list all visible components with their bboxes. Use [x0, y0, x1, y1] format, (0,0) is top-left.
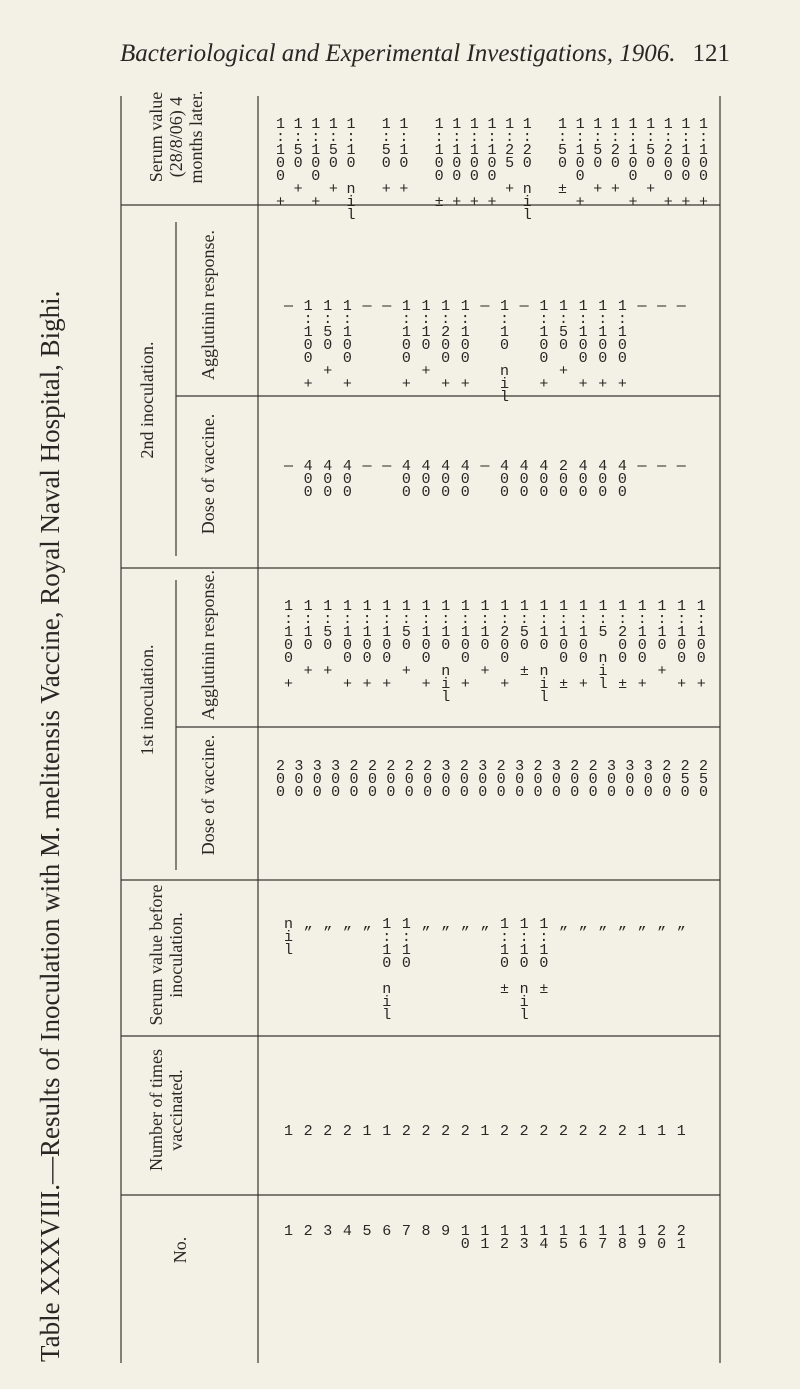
agg-1-entry: 1 : 1 0 0 +	[677, 598, 687, 693]
serum-before-entry: „	[362, 916, 372, 933]
times-vaccinated-entry: 2	[441, 1123, 451, 1140]
numbers-entry: 1 0	[460, 1223, 470, 1253]
agg-1-entry: 1 : 2 0 0 ±	[618, 598, 628, 693]
agg-2-entry: —	[382, 298, 392, 315]
serum-before-entry: „	[303, 916, 313, 933]
numbers-entry: 2	[303, 1223, 313, 1240]
serum-later-entry: 1 : 1 0 0 +	[681, 116, 691, 211]
agg-1-entry: 1 : 5 0 +	[323, 598, 333, 680]
agg-1-entry: 1 : 1 0 n i l	[539, 598, 549, 706]
times-vaccinated-entry: 1	[657, 1123, 667, 1140]
times-vaccinated-entry: 2	[500, 1123, 510, 1140]
numbers-entry: 1 8	[617, 1223, 627, 1253]
heading-1st-inoculation	[137, 600, 157, 800]
heading-2nd-inoculation-text: 2nd inoculation.	[137, 341, 157, 459]
dose-1-entry: 2 0 0	[533, 758, 543, 801]
agg-1-entry: 1 : 1 0 0 +	[382, 598, 392, 693]
agg-1-entry: 1 : 1 0 0 +	[637, 598, 647, 693]
agg-2-entry: 1 : 1 0 n i l	[500, 298, 510, 406]
dose-1-entry: 2 5 0	[680, 758, 690, 801]
dose-1-entry: 3 0 0	[331, 758, 341, 801]
dose-1-entry: 3 0 0	[294, 758, 304, 801]
dose-2-entry: 4 0 0	[519, 458, 529, 501]
dose-1-entry: 2 0 0	[423, 758, 433, 801]
dose-1-entry: 3 0 0	[551, 758, 561, 801]
row-times-vaccinated	[280, 1125, 690, 1138]
times-vaccinated-entry: 2	[323, 1123, 333, 1140]
times-vaccinated-entry: 1	[362, 1123, 372, 1140]
agg-2-entry: —	[362, 298, 372, 315]
heading-dose-2-text: Dose of vaccine.	[198, 413, 218, 535]
agg-2-entry: 1 : 5 0 +	[323, 298, 333, 380]
numbers-entry: 1 1	[480, 1223, 490, 1253]
agg-1-entry: 1 : 2 0 0 +	[500, 598, 510, 693]
dose-1-entry: 2 0 0	[386, 758, 396, 801]
dose-1-entry: 2 0 0	[349, 758, 359, 801]
agg-1-entry: 1 : 5 0 ±	[519, 598, 529, 680]
times-vaccinated-entry: 1	[676, 1123, 686, 1140]
serum-before-entry: „	[578, 916, 588, 933]
times-vaccinated-entry: 2	[460, 1123, 470, 1140]
row-dose-2	[280, 460, 690, 499]
heading-agglutinin-2	[198, 220, 218, 390]
row-agglutinin-1	[280, 600, 710, 704]
dose-1-entry: 3 0 0	[607, 758, 617, 801]
times-vaccinated-entry: 2	[519, 1123, 529, 1140]
serum-later-entry: 1 : 5 0 +	[328, 116, 338, 198]
serum-before-entry: „	[342, 916, 352, 933]
serum-before-entry: „	[637, 916, 647, 933]
dose-1-entry: 3 0 0	[312, 758, 322, 801]
serum-later-entry: 1 : 2 0 +	[610, 116, 620, 198]
dose-1-entry: 2 0 0	[275, 758, 285, 801]
times-vaccinated-entry: 2	[342, 1123, 352, 1140]
serum-before-entry: 1 : 1 0 n i l	[382, 916, 392, 1024]
serum-before-entry: „	[460, 916, 470, 933]
dose-2-entry: 4 0 0	[441, 458, 451, 501]
dose-2-entry: 4 0 0	[342, 458, 352, 501]
heading-serum-before	[146, 880, 186, 1030]
serum-later-entry: 1 : 1 0 0 +	[452, 116, 462, 211]
row-serum-later	[272, 118, 712, 222]
dose-1-entry: 2 0 0	[496, 758, 506, 801]
agg-2-entry: —	[283, 298, 293, 315]
agg-2-entry: 1 : 1 0 +	[421, 298, 431, 380]
agg-2-entry: 1 : 1 0 0 +	[598, 298, 608, 393]
dose-2-entry: 4 0 0	[303, 458, 313, 501]
heading-agglutinin-1	[198, 570, 218, 720]
agg-2-entry: —	[676, 298, 686, 315]
numbers-entry: 1 7	[598, 1223, 608, 1253]
agg-2-entry: 1 : 1 0 0 +	[303, 298, 313, 393]
times-vaccinated-entry: 1	[480, 1123, 490, 1140]
serum-before-entry: n i l	[283, 916, 293, 959]
serum-before-entry: „	[676, 916, 686, 933]
dose-1-entry: 3 0 0	[478, 758, 488, 801]
page-number: 121	[692, 40, 730, 67]
heading-serum-before-text: Serum value before inoculation.	[146, 884, 186, 1026]
heading-1st-inoculation-text: 1st inoculation.	[137, 644, 157, 756]
numbers-entry: 2 0	[657, 1223, 667, 1253]
serum-before-entry: 1 : 1 0 n i l	[519, 916, 529, 1024]
heading-times-vaccinated-text: Number of times vaccinated.	[146, 1049, 186, 1171]
numbers-entry: 5	[362, 1223, 372, 1240]
dose-1-entry: 3 0 0	[625, 758, 635, 801]
serum-later-entry: 1 : 2 0 n i l	[522, 116, 532, 224]
agg-1-entry: 1 : 1 0 +	[480, 598, 490, 680]
serum-before-entry: 1 : 1 0	[401, 916, 411, 972]
dose-1-entry: 2 0 0	[459, 758, 469, 801]
agg-2-entry: —	[519, 298, 529, 315]
heading-agglutinin-1-text: Agglutinin response.	[198, 570, 218, 720]
heading-serum-later-text: Serum value (28/8/06) 4 months later.	[146, 90, 206, 184]
serum-later-entry: 1 : 5 0 ±	[557, 116, 567, 198]
numbers-entry: 1 4	[539, 1223, 549, 1253]
serum-later-entry: 1 : 5 0 +	[646, 116, 656, 198]
heading-serum-later	[146, 78, 206, 196]
times-vaccinated-entry: 2	[421, 1123, 431, 1140]
table-caption: Table XXXVIII.—Results of Inoculation with M. melitensis Vaccine, Royal Naval Hospital, Bighi.	[35, 290, 65, 1362]
heading-agglutinin-2-text: Agglutinin response.	[198, 230, 218, 380]
dose-1-entry: 2 5 0	[698, 758, 708, 801]
numbers-entry: 1	[283, 1223, 293, 1240]
serum-later-entry: 1 : 1 0 +	[399, 116, 409, 198]
times-vaccinated-entry: 2	[558, 1123, 568, 1140]
serum-later-entry: 1 : 2 5 +	[505, 116, 515, 198]
numbers-entry: 6	[382, 1223, 392, 1240]
agg-1-entry: 1 : 1 0 n i l	[441, 598, 451, 706]
agg-1-entry: 1 : 1 0 0 +	[362, 598, 372, 693]
dose-2-entry: —	[480, 458, 490, 475]
serum-later-entry	[360, 118, 377, 222]
dose-2-entry: 4 0 0	[617, 458, 627, 501]
row-agglutinin-2	[280, 300, 690, 404]
serum-before-entry: 1 : 1 0 ±	[500, 916, 510, 998]
times-vaccinated-entry: 2	[598, 1123, 608, 1140]
agg-2-entry: 1 : 1 0 0 +	[401, 298, 411, 393]
dose-2-entry: 4 0 0	[401, 458, 411, 501]
serum-before-entry: „	[441, 916, 451, 933]
agg-2-entry: —	[637, 298, 647, 315]
heading-dose-1	[198, 720, 218, 870]
numbers-entry: 8	[421, 1223, 431, 1240]
agg-2-entry: 1 : 2 0 0 +	[441, 298, 451, 393]
serum-later-entry: 1 : 1 0 0 +	[275, 116, 285, 211]
dose-2-entry: 2 0 0	[558, 458, 568, 501]
agg-1-entry: 1 : 1 0 0 +	[421, 598, 431, 693]
dose-1-entry: 2 0 0	[588, 758, 598, 801]
running-title: Bacteriological and Experimental Investigations, 1906.	[120, 40, 676, 67]
agg-2-entry: 1 : 1 0 0 +	[539, 298, 549, 393]
agg-1-entry: 1 : 1 0 0 ±	[559, 598, 569, 693]
agg-2-entry: 1 : 1 0 0 +	[460, 298, 470, 393]
agg-1-entry: 1 : 1 0 +	[303, 598, 313, 680]
agg-1-entry: 1 : 1 0 0 +	[283, 598, 293, 693]
dose-2-entry: 4 0 0	[421, 458, 431, 501]
agg-1-entry: 1 : 1 0 0 +	[578, 598, 588, 693]
serum-before-entry: „	[323, 916, 333, 933]
agg-1-entry: 1 : 5 0 +	[401, 598, 411, 680]
agg-2-entry: —	[480, 298, 490, 315]
dose-1-entry: 2 0 0	[570, 758, 580, 801]
heading-dose-1-text: Dose of vaccine.	[198, 734, 218, 856]
serum-later-entry: 1 : 1 0 0 +	[487, 116, 497, 211]
serum-later-entry: 1 : 1 0 0 +	[469, 116, 479, 211]
dose-2-entry: 4 0 0	[500, 458, 510, 501]
serum-before-entry: „	[598, 916, 608, 933]
dose-2-entry: —	[362, 458, 372, 475]
serum-before-entry: „	[421, 916, 431, 933]
heading-number	[170, 1200, 190, 1300]
serum-before-entry: „	[480, 916, 490, 933]
heading-times-vaccinated	[146, 1030, 186, 1190]
numbers-entry: 1 5	[558, 1223, 568, 1253]
row-dose-1	[272, 760, 712, 799]
serum-later-entry: 1 : 1 0 0 +	[628, 116, 638, 211]
dose-2-entry: —	[283, 458, 293, 475]
dose-2-entry: 4 0 0	[578, 458, 588, 501]
numbers-entry: 1 3	[519, 1223, 529, 1253]
times-vaccinated-entry: 2	[539, 1123, 549, 1140]
times-vaccinated-entry: 1	[637, 1123, 647, 1140]
dose-1-entry: 2 0 0	[662, 758, 672, 801]
times-vaccinated-entry: 2	[617, 1123, 627, 1140]
agg-2-entry: 1 : 5 0 +	[558, 298, 568, 380]
dose-1-entry: 3 0 0	[515, 758, 525, 801]
serum-later-entry: 1 : 1 0 0 +	[698, 116, 708, 211]
dose-1-entry: 2 0 0	[367, 758, 377, 801]
serum-before-entry: 1 : 1 0 ±	[539, 916, 549, 998]
heading-2nd-inoculation	[137, 310, 157, 490]
agg-1-entry: 1 : 1 0 0 +	[460, 598, 470, 693]
serum-later-entry: 1 : 5 0 +	[381, 116, 391, 198]
times-vaccinated-entry: 2	[578, 1123, 588, 1140]
agg-2-entry: 1 : 1 0 0 +	[578, 298, 588, 393]
serum-later-entry	[536, 118, 553, 222]
times-vaccinated-entry: 2	[303, 1123, 313, 1140]
dose-2-entry: 4 0 0	[460, 458, 470, 501]
serum-before-entry: „	[657, 916, 667, 933]
serum-later-entry: 1 : 1 0 0 ±	[434, 116, 444, 211]
row-numbers	[280, 1225, 690, 1251]
dose-2-entry: —	[676, 458, 686, 475]
heading-dose-2	[198, 394, 218, 554]
serum-before-entry: „	[558, 916, 568, 933]
agg-1-entry: 1 : 5 n i l	[598, 598, 608, 693]
serum-later-entry: 1 : 2 0 0 +	[663, 116, 673, 211]
serum-before-entry: „	[617, 916, 627, 933]
serum-later-entry: 1 : 5 0 +	[293, 116, 303, 198]
agg-2-entry: 1 : 1 0 0 +	[342, 298, 352, 393]
dose-2-entry: 4 0 0	[539, 458, 549, 501]
agg-1-entry: 1 : 1 0 0 +	[342, 598, 352, 693]
times-vaccinated-entry: 1	[283, 1123, 293, 1140]
dose-2-entry: —	[382, 458, 392, 475]
dose-1-entry: 3 0 0	[643, 758, 653, 801]
numbers-entry: 1 2	[500, 1223, 510, 1253]
serum-later-entry: 1 : 5 0 +	[593, 116, 603, 198]
numbers-entry: 1 6	[578, 1223, 588, 1253]
dose-2-entry: 4 0 0	[323, 458, 333, 501]
times-vaccinated-entry: 1	[382, 1123, 392, 1140]
numbers-entry: 2 1	[676, 1223, 686, 1253]
dose-2-entry: —	[637, 458, 647, 475]
times-vaccinated-entry: 2	[401, 1123, 411, 1140]
agg-1-entry: 1 : 1 0 +	[657, 598, 667, 680]
serum-later-entry: 1 : 1 0 n i l	[346, 116, 356, 224]
row-serum-before	[280, 918, 690, 1022]
numbers-entry: 1 9	[637, 1223, 647, 1253]
serum-later-entry	[413, 118, 430, 222]
heading-number-text: No.	[170, 1236, 190, 1264]
serum-later-entry: 1 : 1 0 0 +	[575, 116, 585, 211]
dose-2-entry: —	[657, 458, 667, 475]
dose-1-entry: 3 0 0	[441, 758, 451, 801]
numbers-entry: 7	[401, 1223, 411, 1240]
agg-2-entry: 1 : 1 0 0 +	[617, 298, 627, 393]
serum-later-entry: 1 : 1 0 0 +	[311, 116, 321, 211]
numbers-entry: 4	[342, 1223, 352, 1240]
numbers-entry: 9	[441, 1223, 451, 1240]
agg-2-entry: —	[657, 298, 667, 315]
dose-1-entry: 2 0 0	[404, 758, 414, 801]
agg-1-entry: 1 : 1 0 0 +	[696, 598, 706, 693]
numbers-entry: 3	[323, 1223, 333, 1240]
dose-2-entry: 4 0 0	[598, 458, 608, 501]
